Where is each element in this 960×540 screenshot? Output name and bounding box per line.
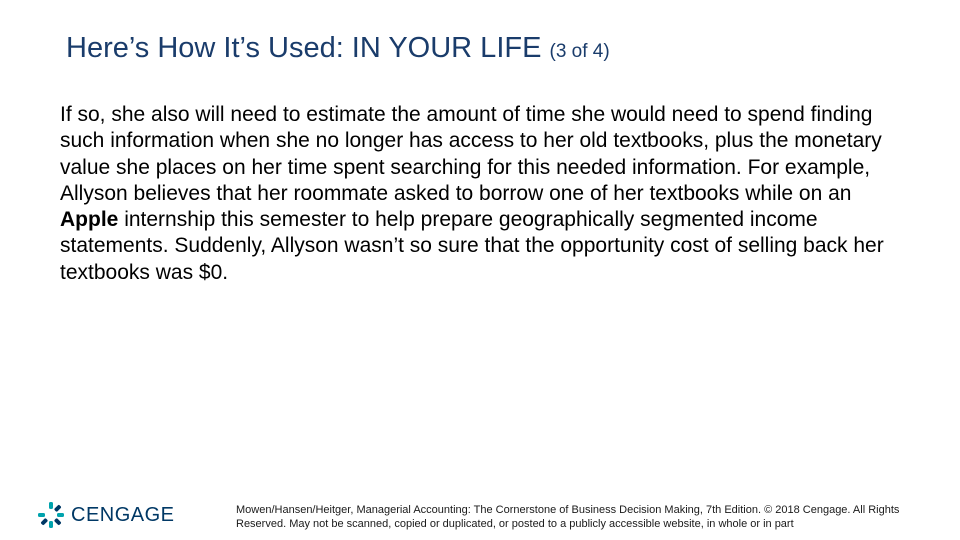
body-text-part-1: If so, she also will need to estimate the amount of time she would need to spend finding such information when she no longer has access to her old textbooks, plus the monetary value she places on her time spent searching for this needed information. For example, Allyson believes that her roommate asked to borrow one of her textbooks while on an bbox=[60, 103, 882, 205]
cengage-logo bbox=[37, 498, 175, 532]
slide-pager: (3 of 4) bbox=[549, 41, 610, 62]
slide-title-text: Here’s How It’s Used: IN YOUR LIFE bbox=[66, 32, 542, 64]
body-brand-apple: Apple bbox=[60, 208, 119, 232]
cengage-logo-icon bbox=[37, 501, 65, 529]
slide-body bbox=[60, 102, 900, 286]
copyright-footer: Mowen/Hansen/Heitger, Managerial Accounting: The Cornerstone of Business Decision Making, 7th Edition. © 2018 Cengage. All Rights Reserved. May not be scanned, copied or duplicated, or posted to a publicly accessible website, in whole or in part bbox=[236, 504, 900, 530]
slide-title bbox=[66, 28, 926, 72]
cengage-logo-text: CENGAGE bbox=[71, 503, 175, 526]
body-text-part-2: internship this semester to help prepare geographically segmented income statements. Suddenly, Allyson wasn’t so sure that the opportunity cost of selling back her textbooks was $0. bbox=[60, 208, 884, 284]
